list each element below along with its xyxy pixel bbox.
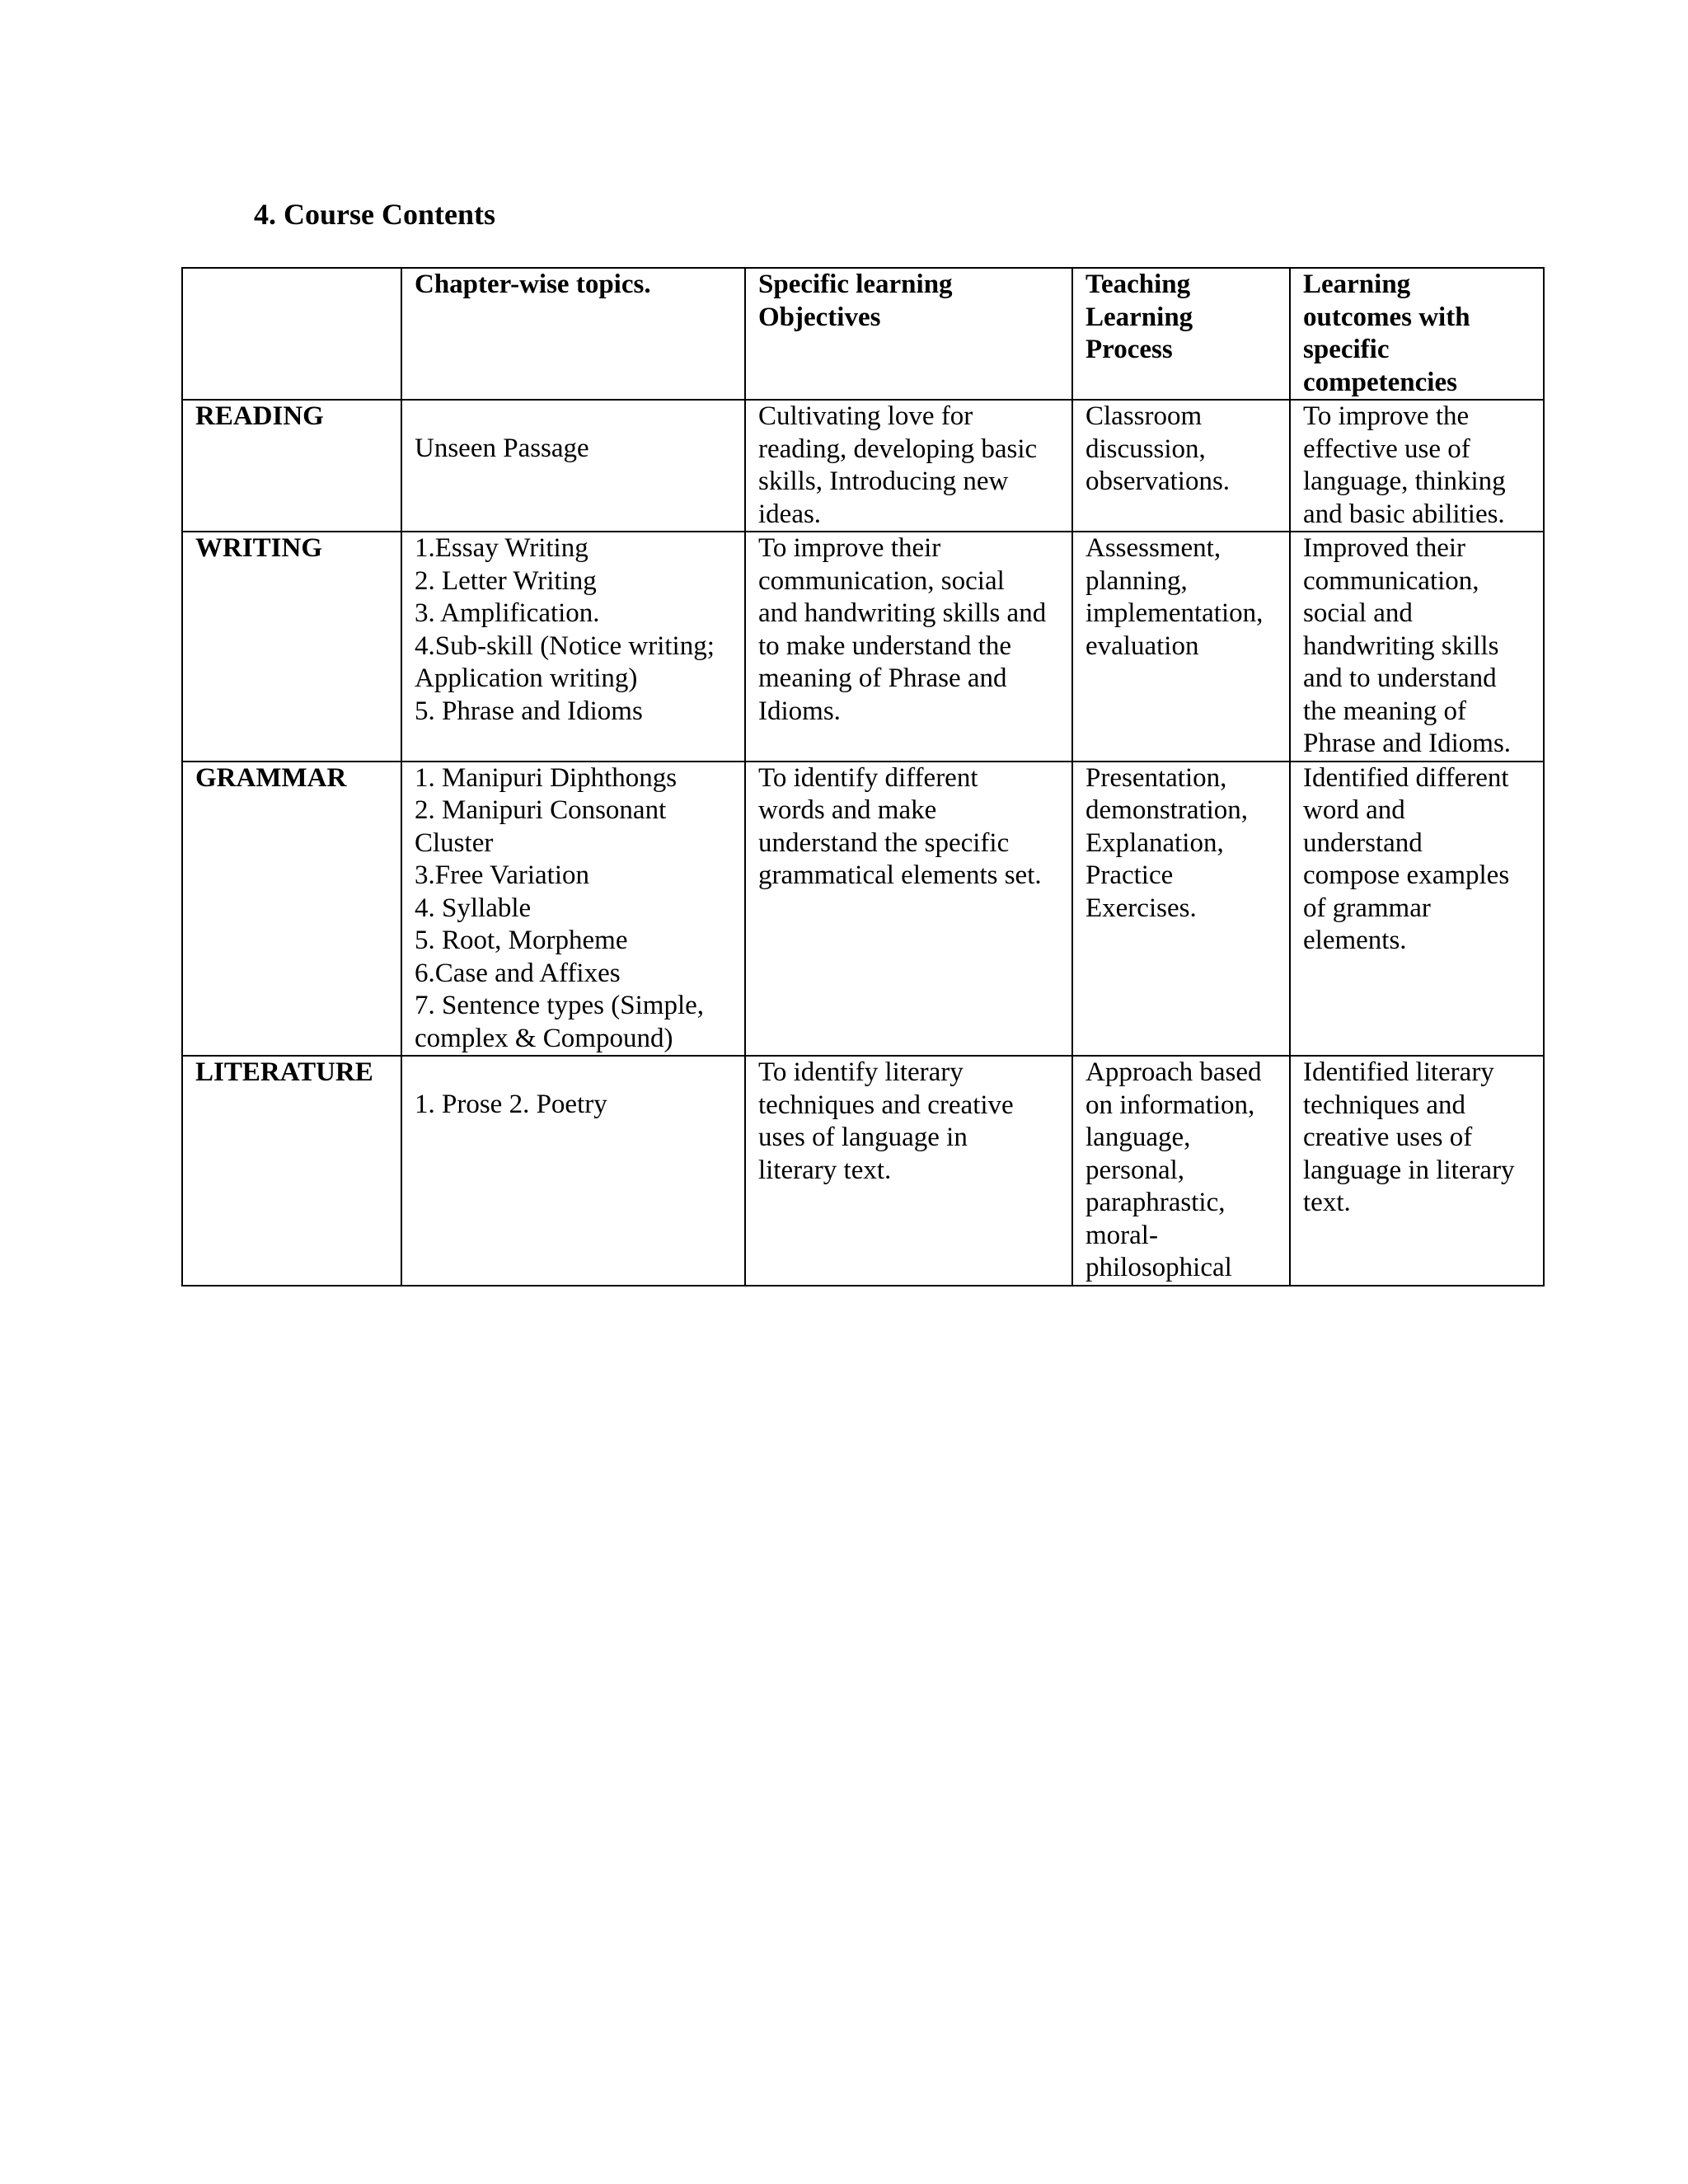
header-cell-objectives: Specific learning Objectives xyxy=(745,268,1072,400)
topics-text-literature: 1. Prose 2. Poetry xyxy=(415,1090,607,1119)
section-title: 4. Course Contents xyxy=(254,198,495,231)
cell-topics-writing: 1.Essay Writing 2. Letter Writing 3. Amplification. 4.Sub-skill (Notice writing; Application writing) 5. Phrase and Idioms xyxy=(401,532,745,762)
row-label-reading: READING xyxy=(182,400,401,532)
header-cell-topics: Chapter-wise topics. xyxy=(401,268,745,400)
cell-topics-grammar: 1. Manipuri Diphthongs 2. Manipuri Consonant Cluster 3.Free Variation 4. Syllable 5. Root, Morpheme 6.Case and Affixes 7. Sentence types (Simple, complex & Compound) xyxy=(401,762,745,1057)
table-row-grammar xyxy=(182,762,1544,1057)
cell-process-reading: Classroom discussion, observations. xyxy=(1072,400,1290,532)
row-label-grammar: GRAMMAR xyxy=(182,762,401,1057)
table-row-reading xyxy=(182,400,1544,532)
header-cell-blank xyxy=(182,268,401,400)
cell-process-writing: Assessment, planning, implementation, evaluation xyxy=(1072,532,1290,762)
cell-process-literature: Approach based on information, language, personal, paraphrastic, moral- philosophical xyxy=(1072,1056,1290,1286)
cell-outcomes-reading: To improve the effective use of language, thinking and basic abilities. xyxy=(1290,400,1544,532)
cell-topics-literature xyxy=(401,1056,745,1286)
row-label-literature: LITERATURE xyxy=(182,1056,401,1286)
cell-topics-reading xyxy=(401,400,745,532)
header-cell-process: Teaching Learning Process xyxy=(1072,268,1290,400)
cell-objectives-grammar: To identify different words and make understand the specific grammatical elements set. xyxy=(745,762,1072,1057)
cell-outcomes-grammar: Identified different word and understand compose examples of grammar elements. xyxy=(1290,762,1544,1057)
cell-process-grammar: Presentation, demonstration, Explanation, Practice Exercises. xyxy=(1072,762,1290,1057)
topics-text-reading: Unseen Passage xyxy=(415,434,589,463)
course-contents-table xyxy=(181,267,1545,1286)
table-header-row xyxy=(182,268,1544,400)
table-row-literature xyxy=(182,1056,1544,1286)
cell-outcomes-writing: Improved their communication, social and handwriting skills and to understand the meaning of Phrase and Idioms. xyxy=(1290,532,1544,762)
row-label-writing: WRITING xyxy=(182,532,401,762)
cell-outcomes-literature: Identified literary techniques and creative uses of language in literary text. xyxy=(1290,1056,1544,1286)
cell-objectives-reading: Cultivating love for reading, developing basic skills, Introducing new ideas. xyxy=(745,400,1072,532)
header-cell-outcomes: Learning outcomes with specific competencies xyxy=(1290,268,1544,400)
table-row-writing xyxy=(182,532,1544,762)
cell-objectives-literature: To identify literary techniques and creative uses of language in literary text. xyxy=(745,1056,1072,1286)
cell-objectives-writing: To improve their communication, social and handwriting skills and to make understand the meaning of Phrase and Idioms. xyxy=(745,532,1072,762)
